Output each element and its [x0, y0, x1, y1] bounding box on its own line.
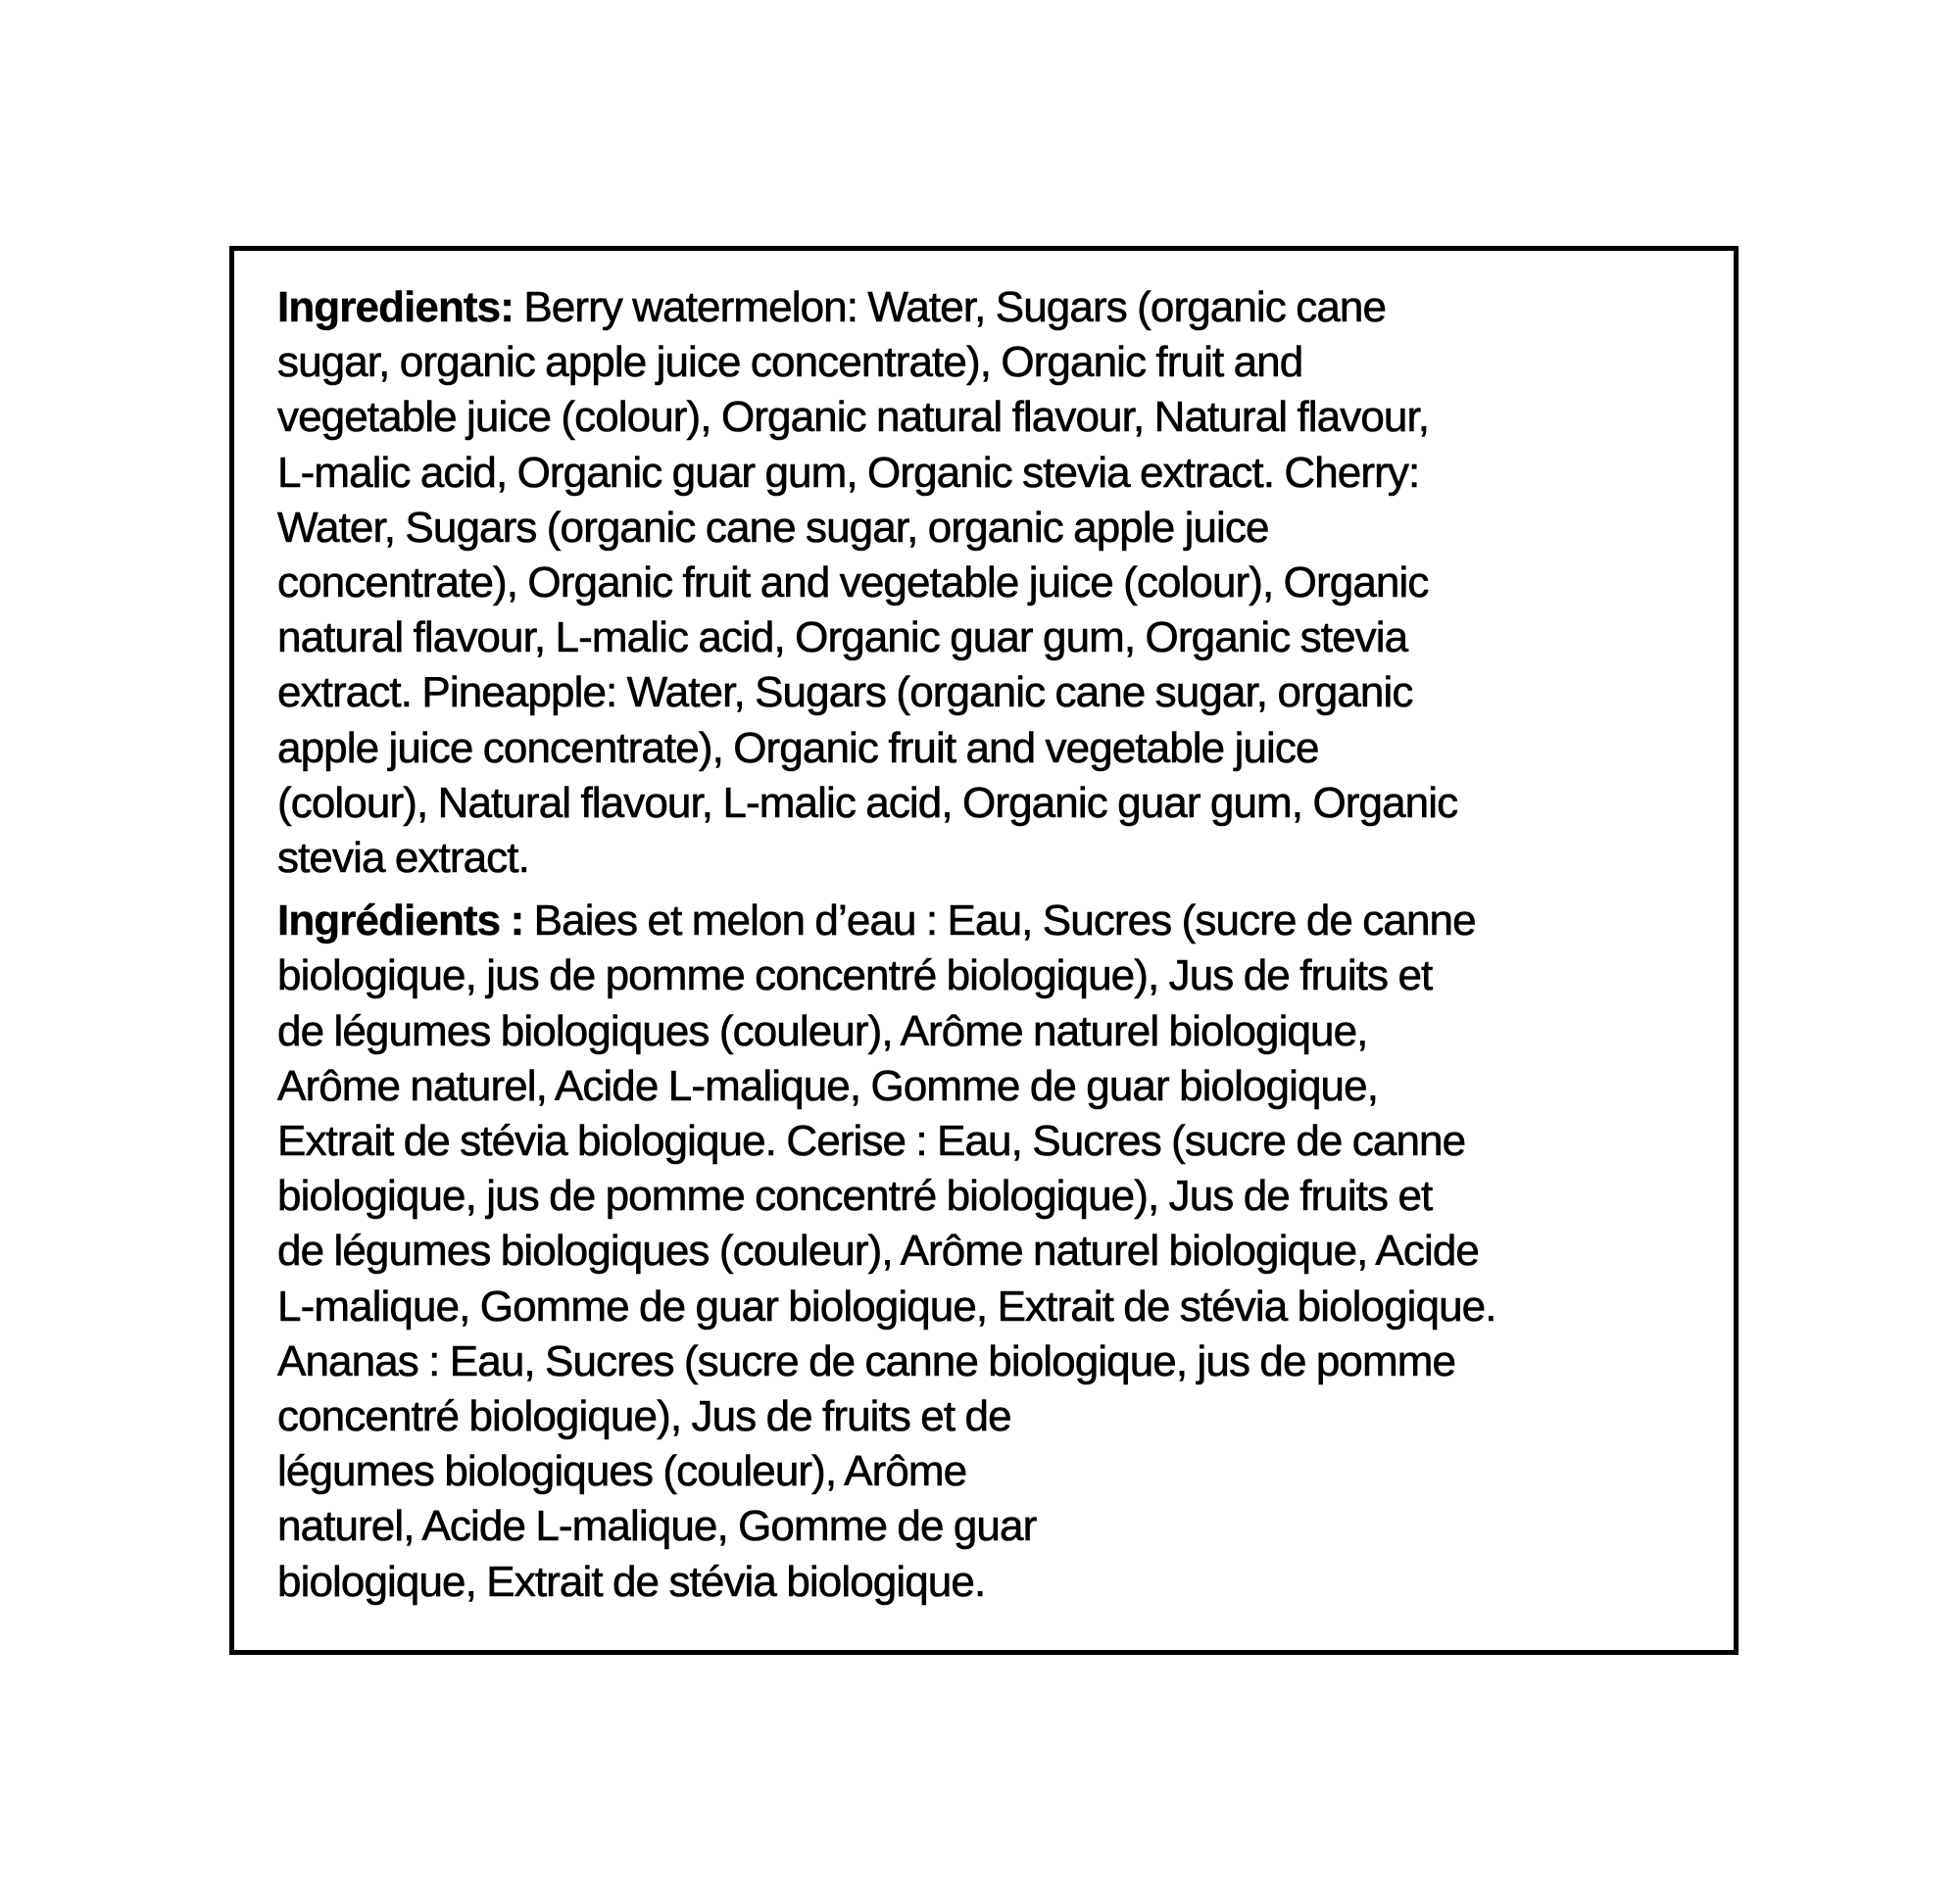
french-line-9: Ananas : Eau, Sucres (sucre de canne biologique, jus de pomme [277, 1336, 1456, 1385]
english-line-9: apple juice concentrate), Organic fruit and vegetable juice [277, 723, 1319, 772]
french-line-3: de légumes biologiques (couleur), Arôme naturel biologique, [277, 1006, 1368, 1055]
french-line-2: biologique, jus de pomme concentré biologique), Jus de fruits et [277, 951, 1433, 1000]
english-line-10: (colour), Natural flavour, L-malic acid, Organic guar gum, Organic [277, 778, 1458, 827]
english-line-1 [277, 280, 1728, 335]
ingredients-text [277, 280, 1728, 1610]
english-line-2: sugar, organic apple juice concentrate), Organic fruit and [277, 338, 1303, 387]
english-heading: Ingredients: [277, 283, 514, 331]
french-line-13: biologique, Extrait de stévia biologique. [277, 1557, 986, 1606]
french-line-4: Arôme naturel, Acide L-malique, Gomme de guar biologique, [277, 1061, 1379, 1110]
french-line-11: légumes biologiques (couleur), Arôme [277, 1447, 967, 1496]
french-line-8: L-malique, Gomme de guar biologique, Extrait de stévia biologique. [277, 1282, 1496, 1331]
english-line-7: natural flavour, L-malic acid, Organic guar gum, Organic stevia [277, 613, 1408, 662]
english-line-1-text: Berry watermelon: Water, Sugars (organic cane [514, 283, 1387, 331]
english-line-8: extract. Pineapple: Water, Sugars (organic cane sugar, organic [277, 668, 1413, 717]
french-line-10: concentré biologique), Jus de fruits et de [277, 1392, 1011, 1441]
french-line-6: biologique, jus de pomme concentré biologique), Jus de fruits et [277, 1172, 1433, 1221]
english-line-3: vegetable juice (colour), Organic natural flavour, Natural flavour, [277, 393, 1430, 442]
english-line-11: stevia extract. [277, 834, 529, 883]
english-line-6: concentrate), Organic fruit and vegetable juice (colour), Organic [277, 558, 1429, 607]
english-line-4: L-malic acid, Organic guar gum, Organic stevia extract. Cherry: [277, 448, 1420, 497]
french-line-12: naturel, Acide L-malique, Gomme de guar [277, 1502, 1037, 1551]
french-heading: Ingrédients : [277, 897, 524, 945]
french-line-7: de légumes biologiques (couleur), Arôme naturel biologique, Acide [277, 1227, 1479, 1276]
english-line-5: Water, Sugars (organic cane sugar, organic apple juice [277, 503, 1269, 552]
french-line-5: Extrait de stévia biologique. Cerise : Eau, Sucres (sucre de canne [277, 1117, 1466, 1166]
ingredients-panel [229, 246, 1739, 1655]
french-line-1 [277, 894, 1728, 948]
french-line-1-text: Baies et melon d’eau : Eau, Sucres (sucre de canne [523, 897, 1476, 945]
paragraph-gap [277, 886, 1728, 894]
